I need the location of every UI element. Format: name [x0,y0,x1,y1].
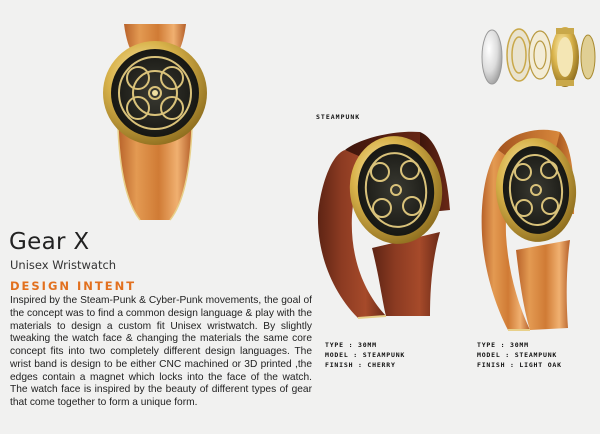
design-intent-heading: DESIGN INTENT [10,279,137,293]
spec-block-cherry [325,340,405,370]
watch-render-cherry [318,130,450,318]
variant-label: STEAMPUNK [316,113,361,121]
exploded-view-render [482,27,595,87]
spec-model: MODEL : STEAMPUNK [477,351,558,359]
spec-type: TYPE : 30MM [477,341,529,349]
spec-type: TYPE : 30MM [325,341,377,349]
watch-render-front [103,24,207,220]
design-intent-body: Inspired by the Steam-Punk & Cyber-Punk movements, the goal of the concept was to find a common design language & play with the materials to design a custom fit Unisex wristwatch. By slightly tweaking the watch face & changing the materials the same core concept fits into two completely different design languages. The wrist band is design to be either CNC machined or 3D printed ,the edges contain a magnet which locks into the face of the watch. The watch face is inspired by the beauty of different types of gear that come together to form a unique form. [10,295,312,408]
product-subtitle: Unisex Wristwatch [10,258,117,272]
spec-finish: FINISH : CHERRY [325,361,396,369]
product-title: Gear X [9,229,90,255]
watch-render-light-oak [482,130,581,330]
spec-finish: FINISH : LIGHT OAK [477,361,562,369]
spec-block-light-oak [477,340,562,370]
spec-model: MODEL : STEAMPUNK [325,351,406,359]
